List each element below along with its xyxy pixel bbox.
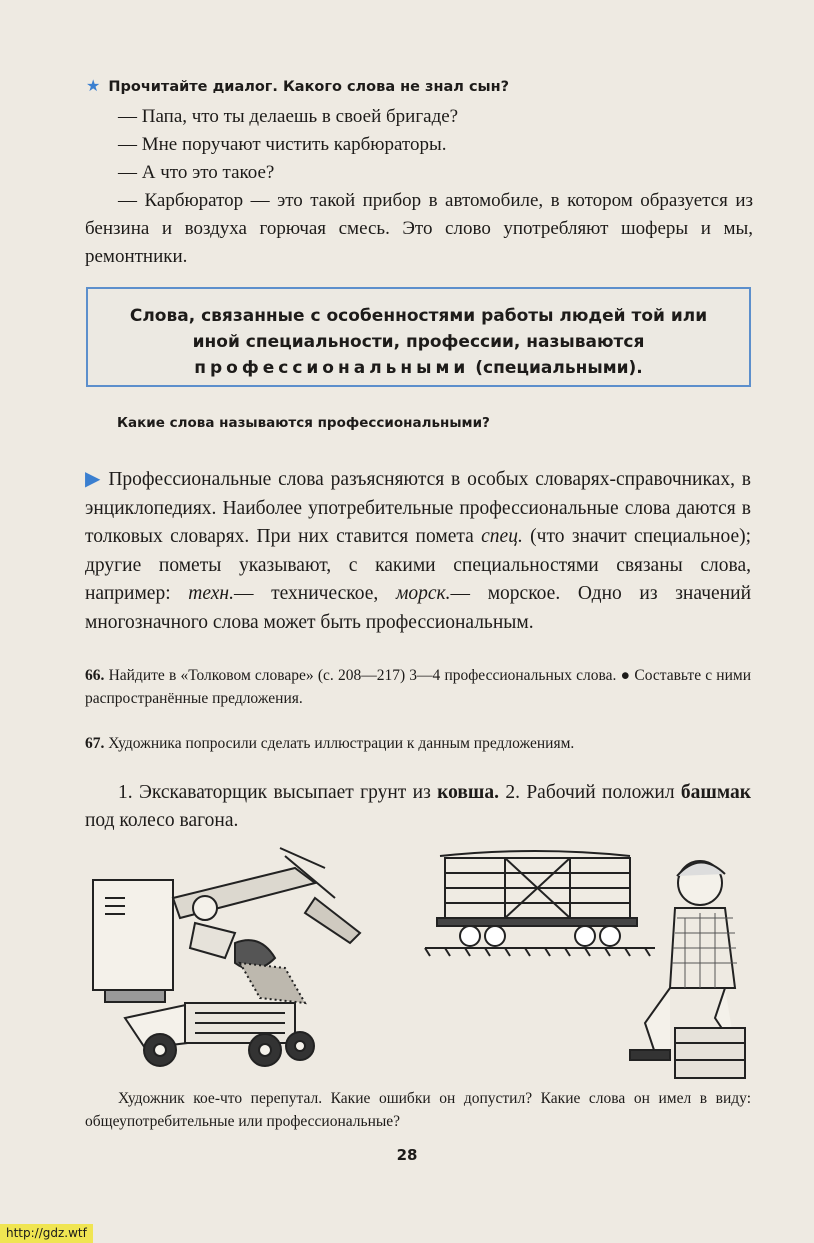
dialog-text [85, 103, 753, 271]
triangle-pointer-icon: ▶ [85, 468, 103, 490]
word-bashmak: башмак [680, 782, 752, 803]
bottom-question: Художник кое-что перепутал. Какие ошибки он допустил? Какие слова он имел в виду: общеупотребительные или профессиональные? [85, 1090, 751, 1130]
mark-tekhn: техн. [188, 583, 234, 604]
railway-wagon-drawing [425, 851, 655, 956]
example-sentences: 1. Экскаваторщик высыпает грунт из ковша. 2. Рабочий положил башмак под колесо вагона. [85, 782, 752, 831]
word-kovsh: ковша. [437, 782, 500, 803]
exercise-number: 67. [85, 735, 105, 752]
bullet-icon: ● [620, 667, 631, 684]
dialog-line: — Мне поручают чистить карбюраторы. [118, 134, 447, 155]
page-number: 28 [396, 1146, 418, 1164]
star-icon: ★ [86, 76, 101, 95]
dialog-line: — Папа, что ты делаешь в своей бригаде? [118, 106, 459, 127]
rule-box [86, 287, 751, 387]
section-question: Какие слова называются профессиональными? [117, 415, 490, 431]
exercise-66: 66. Найдите в «Толковом словаре» (с. 208—217) 3—4 профессиональных слова. ● Составьте с ними распространённые предложения. [85, 667, 752, 707]
mark-spec: спец. [481, 526, 523, 547]
explanation-paragraph: ▶ Профессиональные слова разъясняются в особых словарях-справочниках, в энциклопедиях. Наиболее употребительные профессиональные слова даются в толковых словарях. При них ставится помета спец. (что значит специальное); другие пометы указывают, с какими специальностями связаны слова, например: техн.— техническое, морск.— морское. Одно из значений многозначного слова может быть профессиональным. [85, 468, 752, 633]
rule-text: Слова, связанные с особенностями работы людей той или иной специальности, профессии, называются профессиональными (специальными). [129, 306, 708, 378]
exercise-number: 66. [85, 667, 105, 684]
worker-drawing [630, 861, 745, 1078]
excavator-drawing [93, 848, 360, 1066]
mark-morsk: морск. [395, 583, 451, 604]
watermark-link[interactable]: http://gdz.wtf [0, 1224, 93, 1243]
exercise-67: 67. Художника попросили сделать иллюстрации к данным предложениям. [85, 735, 575, 752]
dialog-line: — А что это такое? [118, 162, 275, 183]
task-instruction: ★ Прочитайте диалог. Какого слова не знал сын? [86, 76, 510, 95]
illustration [85, 838, 753, 1083]
dialog-line: — Карбюратор — это такой прибор в автомобиле, в котором образуется из бензина и воздуха горючая смесь. Это слово употребляют шоферы и мы, ремонтники. [85, 190, 753, 267]
rule-term: профессиональными [194, 358, 470, 378]
